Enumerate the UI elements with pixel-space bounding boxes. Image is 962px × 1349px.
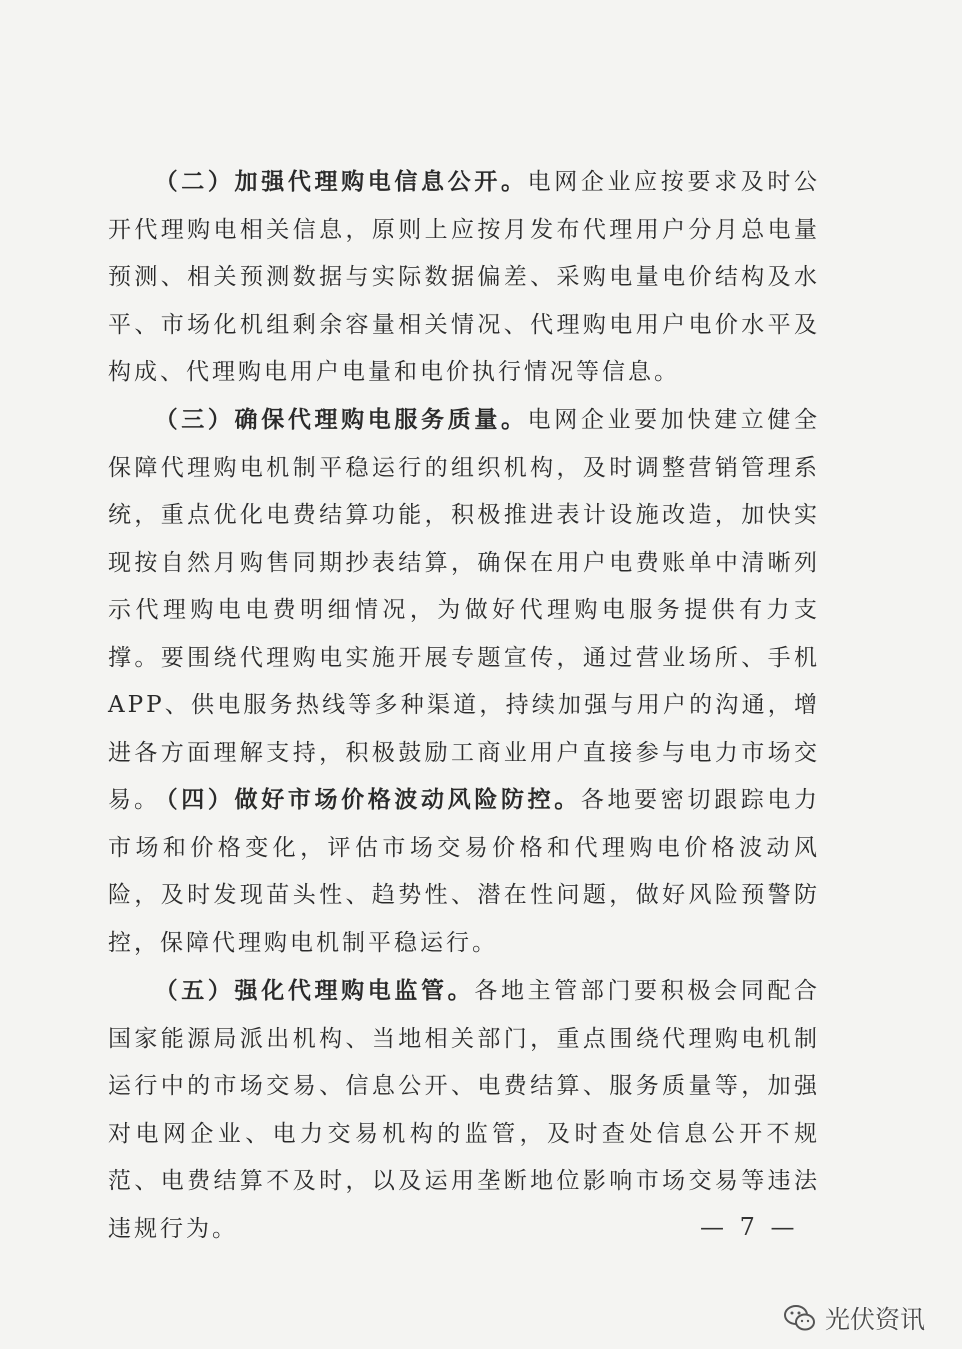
paragraph-body: 电网企业应按要求及时公开代理购电相关信息，原则上应按月发布代理用户分月总电量预测、相关预测数据与实际数据偏差、采购电量电价结构及水平、市场化机组剩余容量相关情况、代理购电用户电价水平及构成、代理购电用户电量和电价执行情况等信息。 xyxy=(108,169,821,385)
paragraph-heading: （二）加强代理购电信息公开。 xyxy=(154,168,528,195)
paragraph-body: 各地要密切跟踪电力市场和价格变化，评估市场交易价格和代理购电价格波动风险，及时发现苗头性、趋势性、潜在性问题，做好风险预警防控，保障代理购电机制平稳运行。 xyxy=(108,787,821,956)
watermark xyxy=(783,1300,925,1336)
paragraph xyxy=(108,776,820,967)
paragraph-heading: （五）强化代理购电监管。 xyxy=(154,977,475,1004)
wechat-icon xyxy=(783,1303,817,1333)
section-5 xyxy=(108,967,820,1253)
paragraph xyxy=(108,158,820,397)
section-3 xyxy=(108,396,820,825)
paragraph-heading: （三）确保代理购电服务质量。 xyxy=(154,406,528,433)
paragraph xyxy=(108,396,820,825)
paragraph-body: 各地主管部门要积极会同配合国家能源局派出机构、当地相关部门，重点围绕代理购电机制运行中的市场交易、信息公开、电费结算、服务质量等，加强对电网企业、电力交易机构的监管，及时查处信息公开不规范、电费结算不及时，以及运用垄断地位影响市场交易等违法违规行为。 xyxy=(108,978,821,1242)
paragraph-heading: （四）做好市场价格波动风险防控。 xyxy=(154,786,581,813)
page-number: — 7 — xyxy=(700,1213,799,1241)
paragraph xyxy=(108,967,820,1253)
section-2 xyxy=(108,158,820,397)
section-4 xyxy=(108,776,820,967)
paragraph-body: 电网企业要加快建立健全保障代理购电机制平稳运行的组织机构，及时调整营销管理系统，重点优化电费结算功能，积极推进表计设施改造，加快实现按自然月购售同期抄表结算，确保在用户电费账单中清晰列示代理购电电费明细情况，为做好代理购电服务提供有力支撑。要围绕代理购电实施开展专题宣传，通过营业场所、手机APP、供电服务热线等多种渠道，持续加强与用户的沟通，增进各方面理解支持，积极鼓励工商业用户直接参与电力市场交易。 xyxy=(108,407,821,813)
watermark-text: 光伏资讯 xyxy=(825,1305,926,1334)
